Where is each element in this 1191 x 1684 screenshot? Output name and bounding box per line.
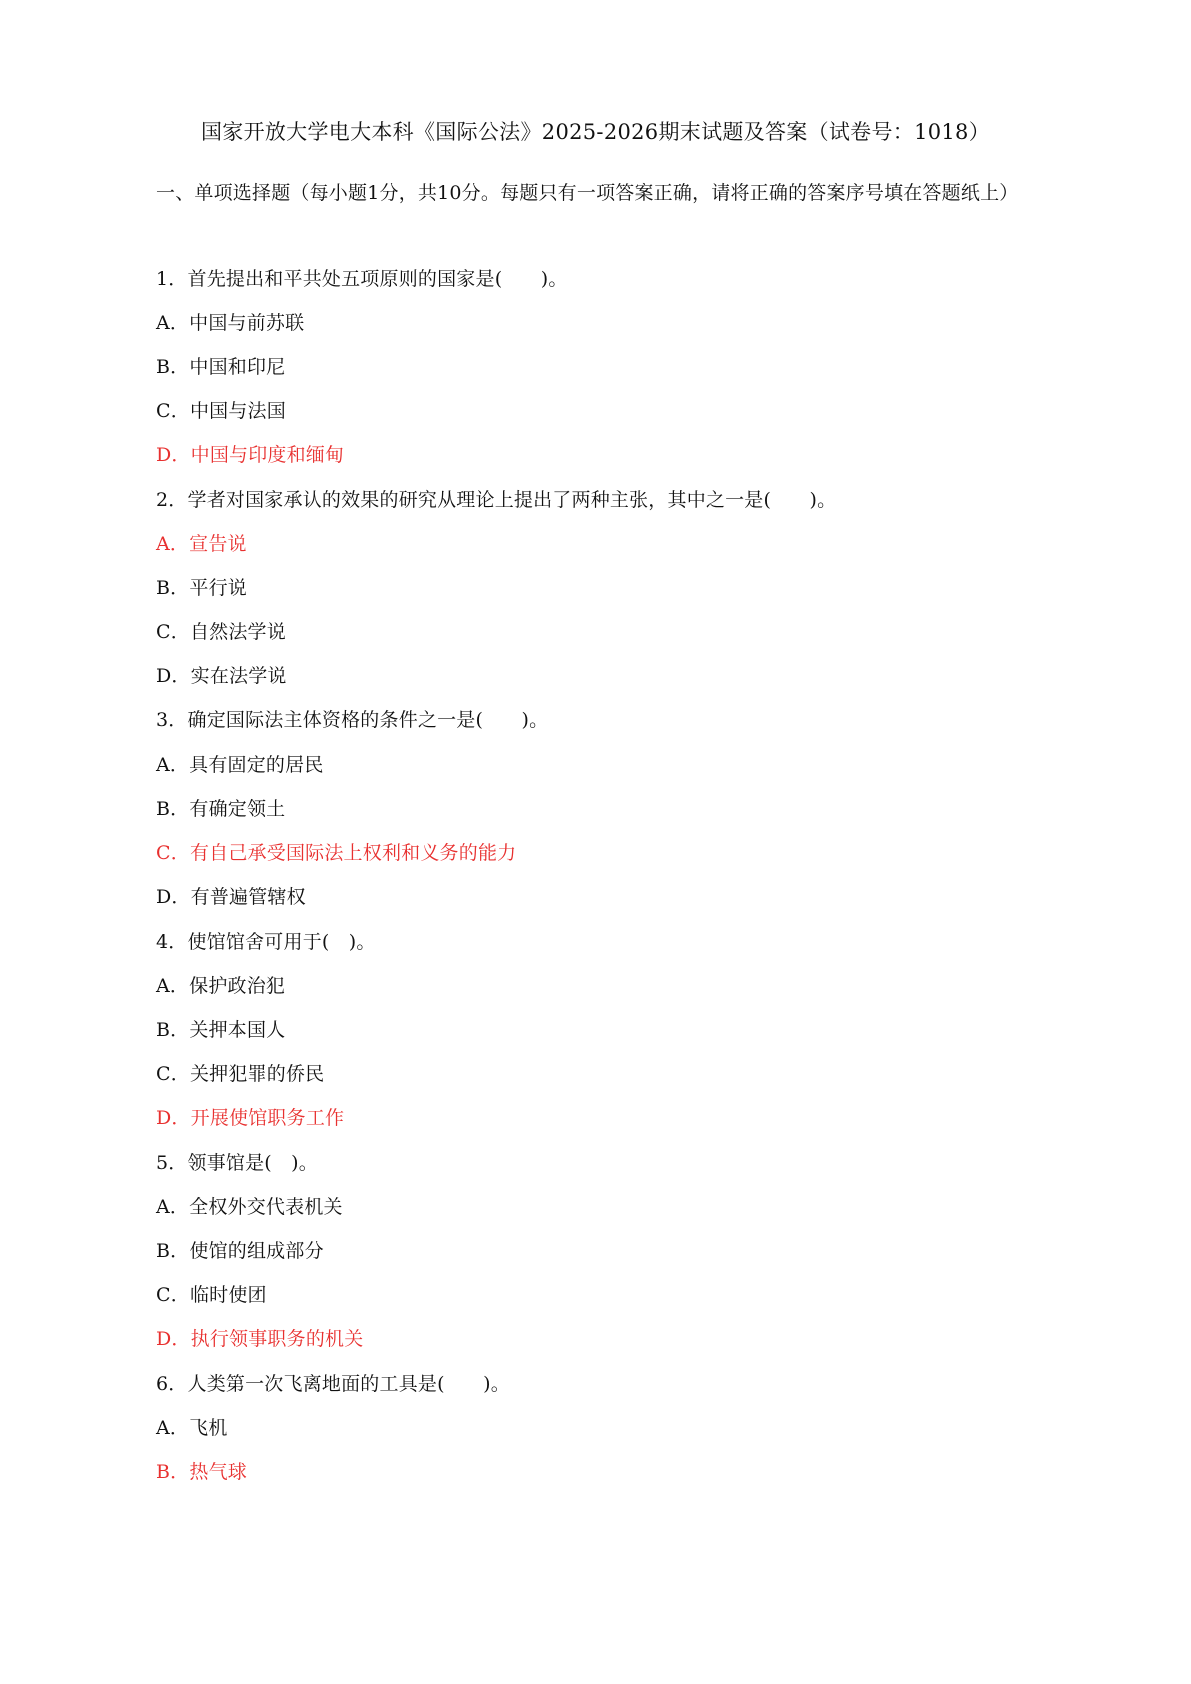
question-5-option-b: B．使馆的组成部分 — [156, 1240, 324, 1262]
question-2-option-b: B．平行说 — [156, 577, 247, 599]
question-5-option-c: C．临时使团 — [156, 1284, 267, 1306]
question-1-stem: 1．首先提出和平共处五项原则的国家是( )。 — [156, 268, 568, 290]
question-2-option-c: C．自然法学说 — [156, 621, 286, 643]
question-3-option-a: A．具有固定的居民 — [156, 754, 324, 776]
question-3-stem: 3．确定国际法主体资格的条件之一是( )。 — [156, 709, 549, 731]
question-5-option-a: A．全权外交代表机关 — [156, 1196, 343, 1218]
question-4-option-b: B．关押本国人 — [156, 1019, 286, 1041]
question-6-option-a: A．飞机 — [156, 1417, 228, 1439]
question-6-option-b: B．热气球 — [156, 1461, 247, 1483]
document-title: 国家开放大学电大本科《国际公法》2025-2026期末试题及答案（试卷号：1018） — [200, 120, 991, 144]
question-4-option-c: C．关押犯罪的侨民 — [156, 1063, 325, 1085]
section-heading: 一、单项选择题（每小题1分，共10分。每题只有一项答案正确，请将正确的答案序号填在答题纸上） — [156, 182, 1019, 204]
question-1-option-c: C．中国与法国 — [156, 400, 286, 422]
question-6-stem: 6．人类第一次飞离地面的工具是( )。 — [156, 1373, 510, 1395]
question-2-option-d: D．实在法学说 — [156, 665, 287, 687]
question-5-stem: 5．领事馆是( )。 — [156, 1152, 318, 1174]
question-4-stem: 4．使馆馆舍可用于( )。 — [156, 931, 376, 953]
question-2-stem: 2．学者对国家承认的效果的研究从理论上提出了两种主张，其中之一是( )。 — [156, 489, 837, 511]
question-1-option-b: B．中国和印尼 — [156, 356, 286, 378]
question-1-option-a: A．中国与前苏联 — [156, 312, 305, 334]
question-5-option-d: D．执行领事职务的机关 — [156, 1328, 364, 1350]
question-4-option-a: A．保护政治犯 — [156, 975, 286, 997]
question-3-option-b: B．有确定领土 — [156, 798, 286, 820]
question-2-option-a: A．宣告说 — [156, 533, 247, 555]
question-3-option-c: C．有自己承受国际法上权利和义务的能力 — [156, 842, 517, 864]
question-1-option-d: D．中国与印度和缅甸 — [156, 444, 345, 466]
question-4-option-d: D．开展使馆职务工作 — [156, 1107, 345, 1129]
question-3-option-d: D．有普遍管辖权 — [156, 886, 306, 908]
